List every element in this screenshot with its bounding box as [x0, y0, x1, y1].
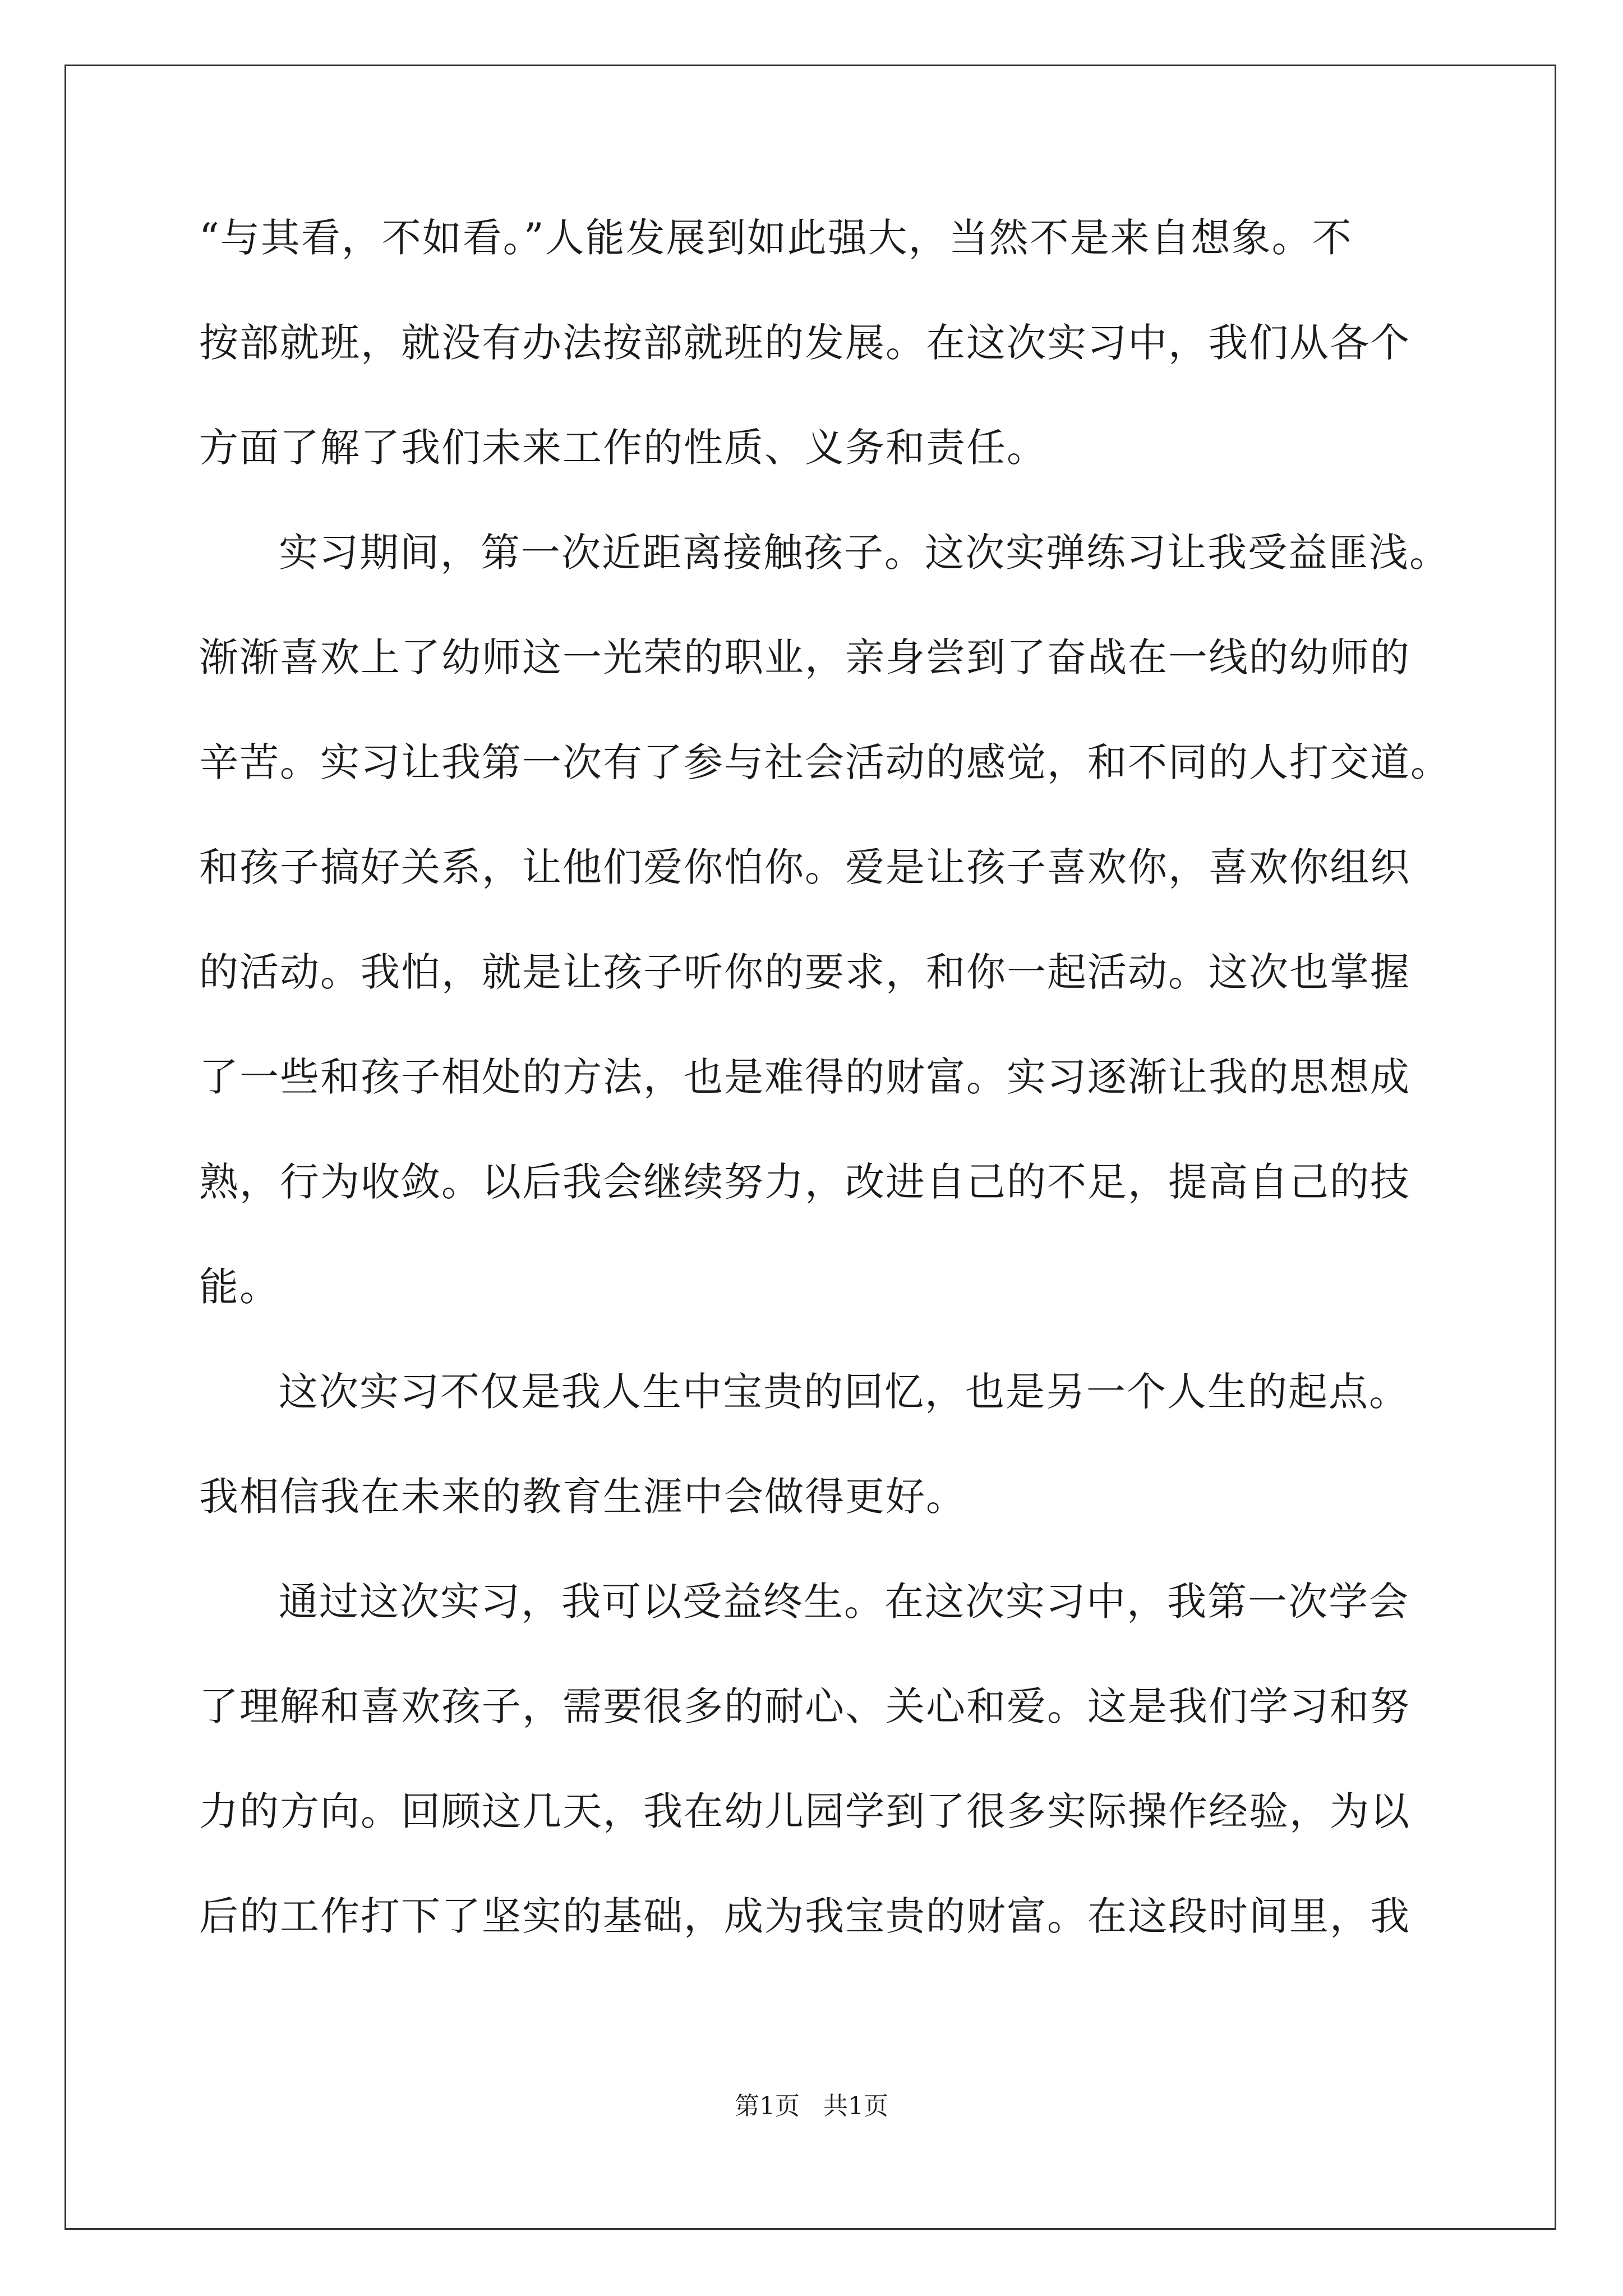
text-line: 和孩子搞好关系，让他们爱你怕你。爱是让孩子喜欢你，喜欢你组织 [199, 844, 1410, 890]
text-line: 辛苦。实习让我第一次有了参与社会活动的感觉，和不同的人打交道。 [199, 739, 1451, 785]
text-line: 实习期间，第一次近距离接触孩子。这次实弹练习让我受益匪浅。 [279, 530, 1450, 576]
text-line: 渐渐喜欢上了幼师这一光荣的职业，亲身尝到了奋战在一线的幼师的 [199, 634, 1410, 680]
document-body [199, 215, 1451, 2000]
text-line: 熟，行为收敛。以后我会继续努力，改进自己的不足，提高自己的技 [199, 1159, 1410, 1205]
text-line: “与其看，不如看。”人能发展到如此强大，当然不是来自想象。不 [199, 215, 1353, 261]
text-line: 方面了解了我们未来工作的性质、义务和责任。 [199, 425, 1047, 471]
text-line: 我相信我在未来的教育生涯中会做得更好。 [199, 1474, 966, 1520]
text-line: 这次实习不仅是我人生中宝贵的回忆，也是另一个人生的起点。 [279, 1369, 1409, 1415]
text-line: 力的方向。回顾这几天，我在幼儿园学到了很多实际操作经验，为以 [199, 1788, 1410, 1834]
text-line: 的活动。我怕，就是让孩子听你的要求，和你一起活动。这次也掌握 [199, 949, 1410, 995]
text-line: 了理解和喜欢孩子，需要很多的耐心、关心和爱。这是我们学习和努 [199, 1683, 1410, 1729]
text-line: 按部就班，就没有办法按部就班的发展。在这次实习中，我们从各个 [199, 320, 1410, 366]
page-number-footer: 第1页 共1页 [735, 2092, 888, 2120]
text-line: 能。 [199, 1264, 280, 1310]
text-line: 后的工作打下了坚实的基础，成为我宝贵的财富。在这段时间里，我 [199, 1893, 1410, 1939]
text-line: 了一些和孩子相处的方法，也是难得的财富。实习逐渐让我的思想成 [199, 1054, 1410, 1100]
text-line: 通过这次实习，我可以受益终生。在这次实习中，我第一次学会 [279, 1579, 1409, 1625]
